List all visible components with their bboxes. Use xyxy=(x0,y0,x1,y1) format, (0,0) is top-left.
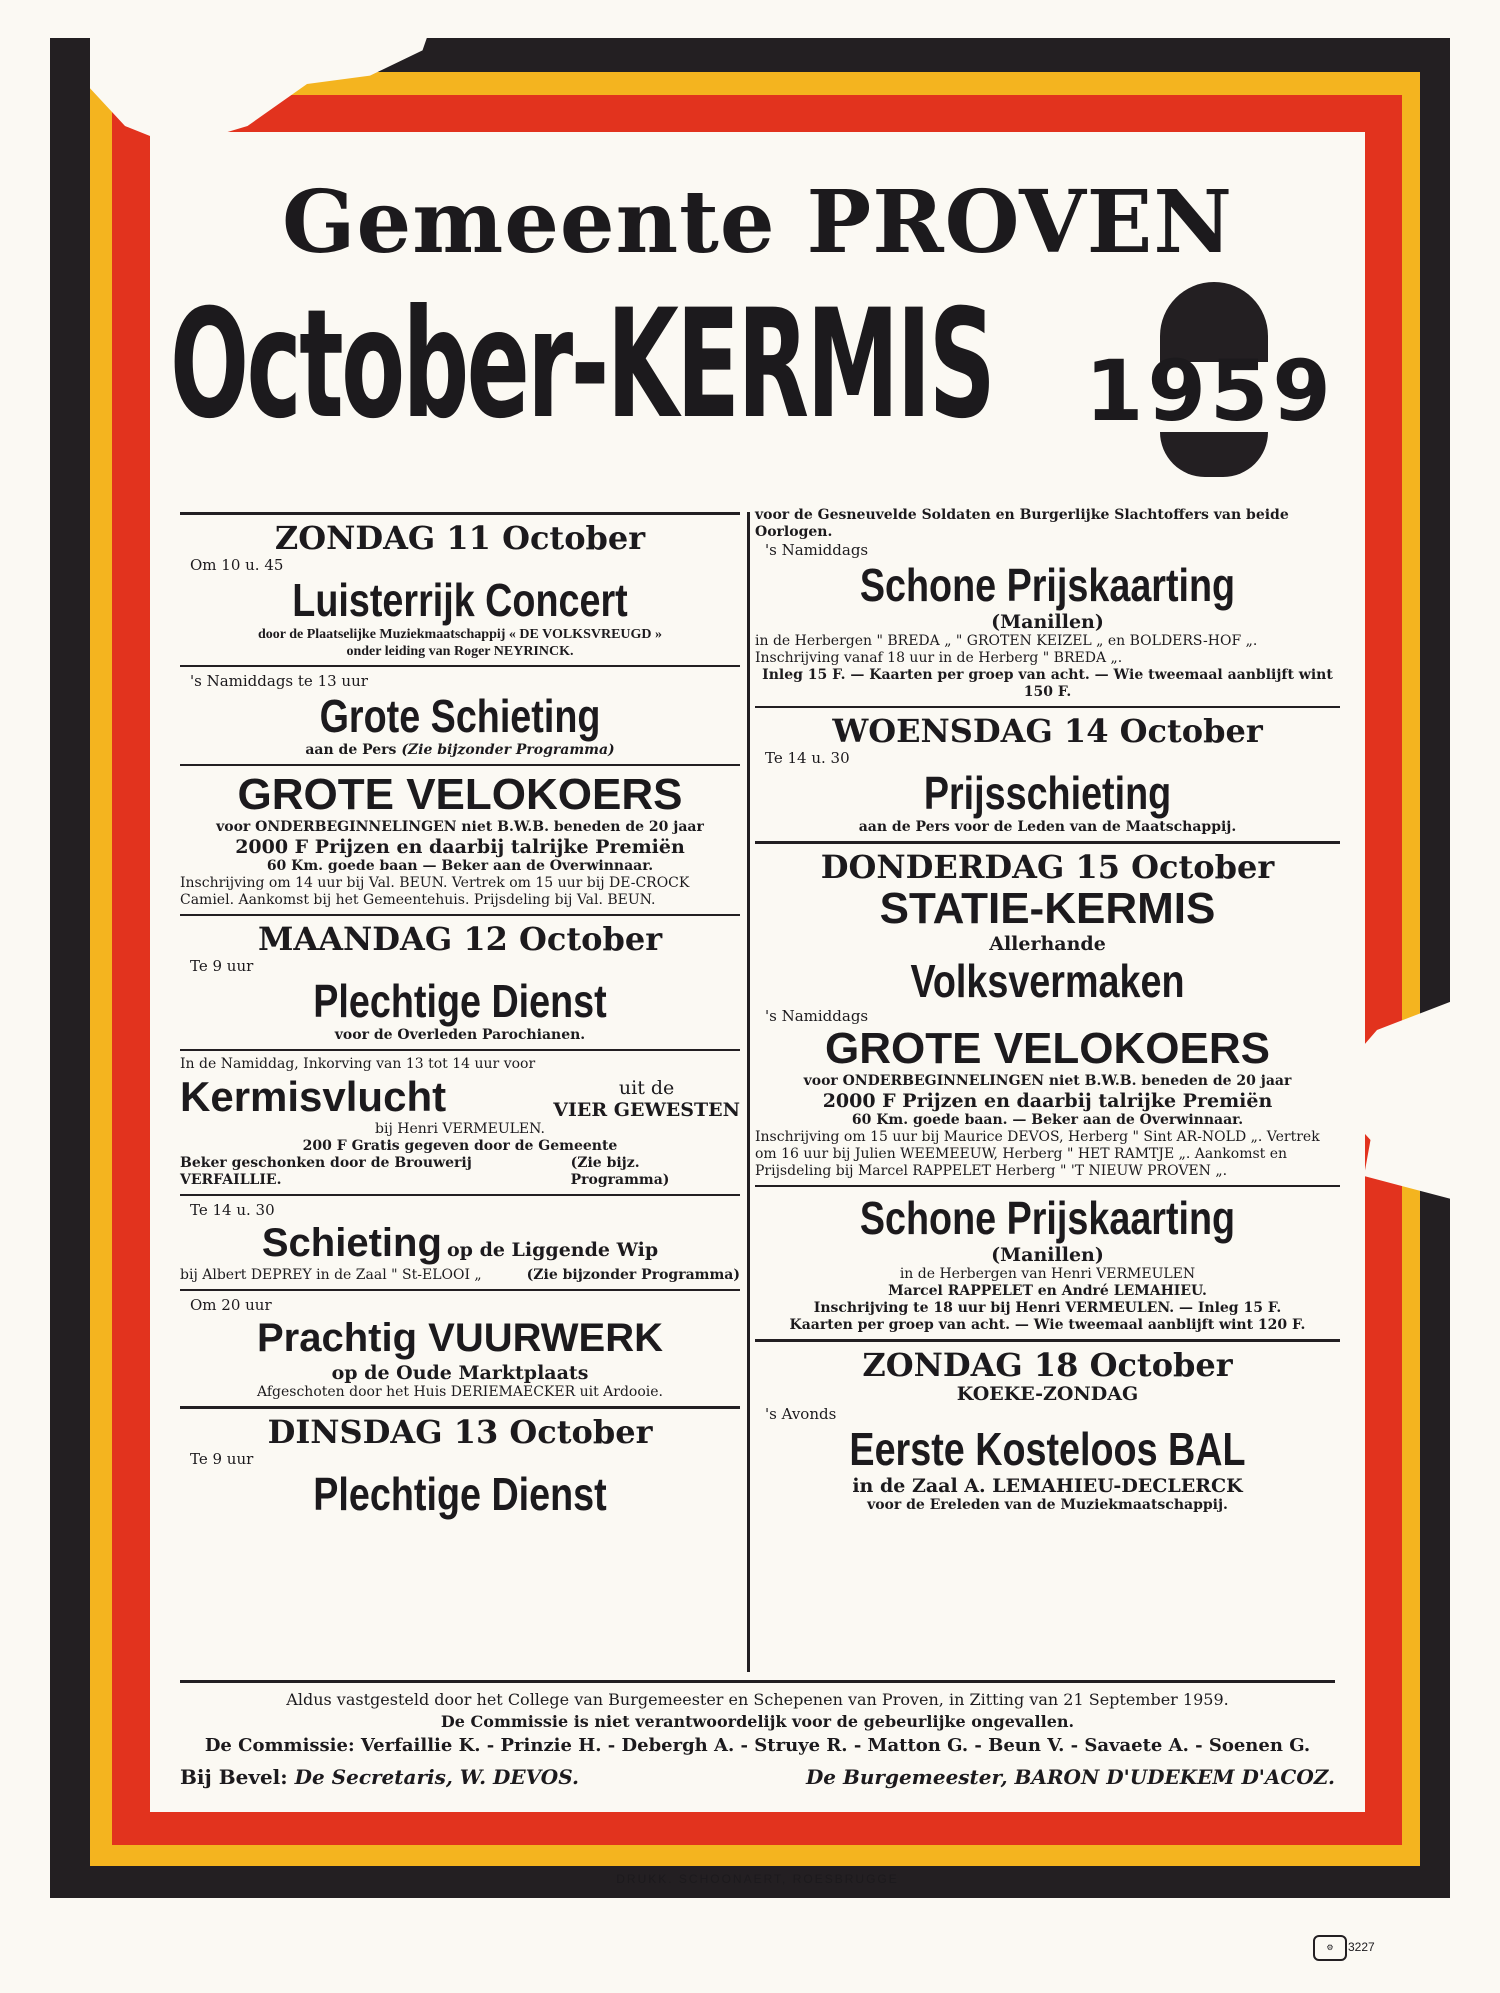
day-heading: DINSDAG 13 October xyxy=(267,1413,653,1451)
divider xyxy=(180,914,740,916)
divider xyxy=(180,1406,740,1409)
mayor-signature: De Burgemeester, BARON D'UDEKEM D'ACOZ. xyxy=(805,1765,1335,1789)
print-code: 3227 xyxy=(1348,1940,1375,1954)
day-heading: ZONDAG 18 October xyxy=(862,1346,1233,1384)
event-line xyxy=(180,1155,740,1189)
event-title: Schieting xyxy=(261,1221,442,1265)
event-line: door de Plaatselijke Muziekmaatschappij « DE VOLKSVREUGD » xyxy=(257,627,663,642)
footer-line: De Commissie is niet verantwoordelijk voor de gebeurlijke ongevallen. xyxy=(440,1712,1075,1731)
event-line: in de Herbergen " BREDA „ " GROTEN KEIZEL „ en BOLDERS-HOF „. Inschrijving vanaf 18 uur in de Herberg " BREDA „. xyxy=(755,633,1258,666)
event-title: Plechtige Dienst xyxy=(313,1468,607,1520)
event-title: Schone Prijskaarting xyxy=(859,1192,1236,1244)
event-line-main: aan de Pers xyxy=(305,742,397,758)
race-line: Inschrijving om 15 uur bij Maurice DEVOS, Herberg " Sint AR-NOLD „. Vertrek om 16 uur bij Julien WEEMEEUW, Herberg " HET RAMTJE „. Aankomst en Prijsdeling bij Marcel RAPPELET Herberg " 'T NIEUW PROVEN „. xyxy=(755,1129,1320,1179)
pigeon-row xyxy=(180,1073,740,1121)
event-title: Kermisvlucht xyxy=(180,1073,447,1120)
event-title: Grote Schieting xyxy=(319,690,601,742)
event-title: October-KERMIS xyxy=(170,278,994,452)
divider xyxy=(180,1194,740,1196)
time-label: 's Namiddags te 13 uur xyxy=(190,672,368,690)
event-line: op de Oude Marktplaats xyxy=(331,1362,589,1384)
event-line: in de Zaal A. LEMAHIEU-DECLERCK xyxy=(852,1475,1243,1497)
secretary-name: De Secretaris, W. DEVOS. xyxy=(294,1765,579,1789)
event-line: in de Herbergen van Henri VERMEULEN xyxy=(899,1266,1196,1282)
time-label: Te 14 u. 30 xyxy=(190,1201,275,1219)
time-label: Om 20 uur xyxy=(190,1296,272,1314)
time-label: Om 10 u. 45 xyxy=(190,556,284,574)
column-divider xyxy=(747,512,750,1672)
event-title: Eerste Kosteloos BAL xyxy=(849,1423,1246,1475)
union-label-icon: ⚙ xyxy=(1313,1935,1347,1961)
divider xyxy=(180,1680,1335,1683)
divider xyxy=(180,665,740,667)
race-line: 2000 F Prijzen en daarbij talrijke Premiën xyxy=(822,1090,1273,1112)
printer-credit: DRUKK. SCHOONAERT, ROESBRUGGE xyxy=(616,1872,899,1886)
secretary-signature xyxy=(180,1765,579,1789)
event-line: Afgeschoten door het Huis DERIEMAECKER uit Ardooie. xyxy=(256,1384,663,1400)
event-title: Plechtige Dienst xyxy=(313,975,607,1027)
event-line-note: (Zie bijzonder Programma) xyxy=(526,1267,740,1283)
day-heading: WOENSDAG 14 October xyxy=(832,712,1263,750)
divider xyxy=(180,764,740,766)
event-line: voor de Gesneuvelde Soldaten en Burgerlijke Slachtoffers van beide Oorlogen. xyxy=(755,507,1289,540)
event-title: Prijsschieting xyxy=(923,767,1172,819)
race-line: Inschrijving om 14 uur bij Val. BEUN. Vertrek om 15 uur bij DE-CROCK Camiel. Aankomst bij het Gemeentehuis. Prijsdeling bij Val. BEUN. xyxy=(180,875,690,908)
divider xyxy=(755,1185,1340,1187)
time-label: 's Avonds xyxy=(765,1405,837,1423)
event-title-suffix xyxy=(553,1077,740,1121)
event-sub: (Manillen) xyxy=(991,611,1104,633)
suffix-top: uit de xyxy=(618,1077,675,1099)
event-line: voor de Overleden Parochianen. xyxy=(334,1027,586,1043)
event-line xyxy=(180,742,740,759)
event-line-note: (Zie bijz. Programma) xyxy=(570,1155,670,1188)
event-title: Luisterrijk Concert xyxy=(292,574,628,626)
event-sub: KOEKE-ZONDAG xyxy=(956,1383,1139,1405)
footer-line: Aldus vastgesteld door het College van Burgemeester en Schepenen van Proven, in Zitting van 21 September 1959. xyxy=(286,1690,1229,1709)
shooting-row xyxy=(180,1219,740,1267)
race-line: voor ONDERBEGINNELINGEN niet B.W.B. beneden de 20 jaar xyxy=(216,819,704,835)
race-title: GROTE VELOKOERS xyxy=(237,770,683,819)
event-title: Volksvermaken xyxy=(910,955,1185,1007)
event-line: Marcel RAPPELET en André LEMAHIEU. xyxy=(888,1283,1207,1299)
day-heading: ZONDAG 11 October xyxy=(274,519,646,557)
suffix-bottom: VIER GEWESTEN xyxy=(553,1099,740,1121)
event-line xyxy=(180,1267,740,1284)
bevel-label: Bij Bevel: xyxy=(180,1765,288,1789)
race-line: 2000 F Prijzen en daarbij talrijke Premiën xyxy=(235,836,685,858)
event-line: aan de Pers voor de Leden van de Maatschappij. xyxy=(858,819,1237,835)
event-line: 200 F Gratis gegeven door de Gemeente xyxy=(302,1138,618,1154)
event-line: Inleg 15 F. — Kaarten per groep van acht. — Wie tweemaal aanblijft wint 150 F. xyxy=(762,667,1333,700)
time-label: Te 14 u. 30 xyxy=(765,749,850,767)
race-line: voor ONDERBEGINNELINGEN niet B.W.B. beneden de 20 jaar xyxy=(803,1073,1292,1089)
time-label: Te 9 uur xyxy=(190,1450,254,1468)
divider xyxy=(180,512,740,515)
event-sub: (Manillen) xyxy=(991,1244,1104,1266)
poster-footer xyxy=(150,1680,1365,1789)
divider xyxy=(755,706,1340,708)
left-column xyxy=(180,507,740,1520)
event-line-main: bij Albert DEPREY in de Zaal " St-ELOOI „ xyxy=(180,1267,482,1283)
event-title: STATIE-KERMIS xyxy=(879,884,1216,933)
event-line: In de Namiddag, Inkorving van 13 tot 14 uur voor xyxy=(180,1056,536,1072)
event-line: onder leiding van Roger NEYRINCK. xyxy=(346,644,574,659)
footer-line: De Commissie: Verfaillie K. - Prinzie H. - Debergh A. - Struye R. - Matton G. - Beun V. - Savaete A. - Soenen G. xyxy=(204,1735,1311,1756)
event-title: Schone Prijskaarting xyxy=(859,559,1236,611)
event-line: bij Henri VERMEULEN. xyxy=(375,1121,545,1137)
poster-panel xyxy=(150,132,1365,1886)
divider xyxy=(180,1289,740,1291)
event-title: Prachtig VUURWERK xyxy=(257,1316,663,1360)
divider xyxy=(755,1339,1340,1342)
divider xyxy=(755,841,1340,844)
town-title: Gemeente PROVEN xyxy=(282,172,1233,273)
day-heading: DONDERDAG 15 October xyxy=(820,848,1275,886)
right-column xyxy=(755,507,1340,1514)
event-line-note: (Zie bijzonder Programma) xyxy=(401,742,615,758)
race-line: 60 Km. goede baan — Beker aan de Overwinnaar. xyxy=(266,858,654,874)
event-line: voor de Ereleden van de Muziekmaatschappij. xyxy=(867,1497,1228,1513)
event-sub: Allerhande xyxy=(989,933,1106,955)
day-heading: MAANDAG 12 October xyxy=(257,920,663,958)
event-line-main: Beker geschonken door de Brouwerij VERFAILLIE. xyxy=(180,1155,472,1188)
event-line: Kaarten per groep van acht. — Wie tweemaal aanblijft wint 120 F. xyxy=(789,1317,1306,1333)
time-label: 's Namiddags xyxy=(765,1007,869,1025)
race-line: 60 Km. goede baan. — Beker aan de Overwinnaar. xyxy=(851,1112,1244,1128)
event-year: 1959 xyxy=(1085,342,1335,440)
race-title: GROTE VELOKOERS xyxy=(825,1024,1270,1073)
event-line: Inschrijving te 18 uur bij Henri VERMEULEN. — Inleg 15 F. xyxy=(813,1300,1282,1316)
divider xyxy=(180,1049,740,1051)
signature-row xyxy=(150,1765,1365,1789)
time-label: Te 9 uur xyxy=(190,957,254,975)
time-label: 's Namiddags xyxy=(765,541,869,559)
event-title-suffix: op de Liggende Wip xyxy=(447,1239,659,1261)
